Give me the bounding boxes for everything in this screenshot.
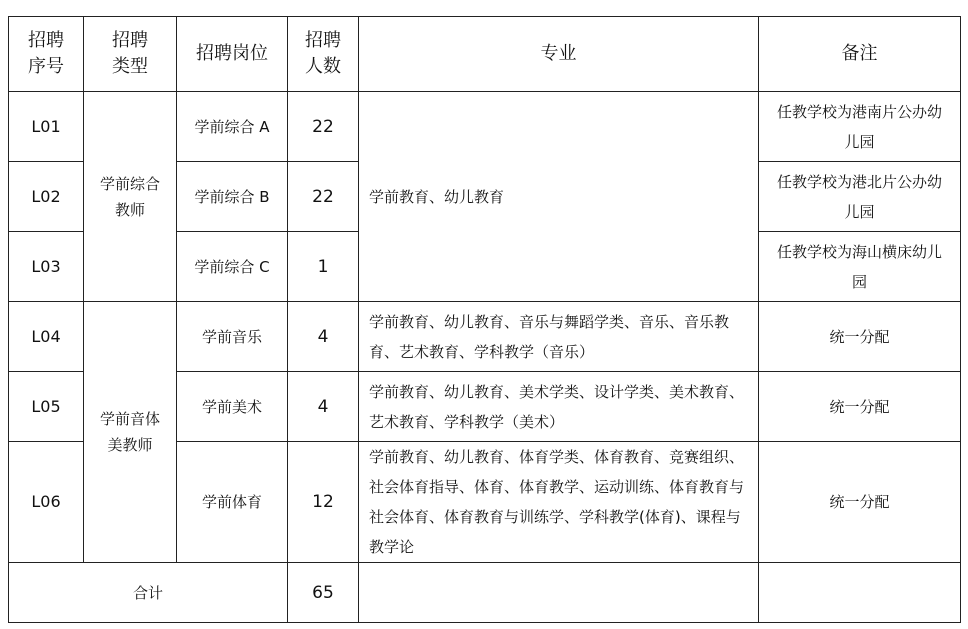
header-note: 备注 xyxy=(759,17,961,92)
row-note: 统一分配 xyxy=(759,372,961,442)
recruitment-table xyxy=(8,16,961,623)
row-count: 22 xyxy=(288,162,359,232)
row-count: 4 xyxy=(288,302,359,372)
header-count: 招聘 人数 xyxy=(288,17,359,92)
row-major: 学前教育、幼儿教育 xyxy=(359,92,759,302)
recruitment-table-container xyxy=(8,16,961,623)
row-major: 学前教育、幼儿教育、音乐与舞蹈学类、音乐、音乐教育、艺术教育、学科教学（音乐） xyxy=(359,302,759,372)
row-position: 学前音乐 xyxy=(177,302,288,372)
total-major-empty xyxy=(359,563,759,623)
row-position: 学前综合 B xyxy=(177,162,288,232)
row-note: 统一分配 xyxy=(759,302,961,372)
row-position: 学前综合 C xyxy=(177,232,288,302)
header-major: 专业 xyxy=(359,17,759,92)
row-position: 学前体育 xyxy=(177,442,288,563)
row-count: 12 xyxy=(288,442,359,563)
row-code: L04 xyxy=(9,302,84,372)
row-code: L06 xyxy=(9,442,84,563)
row-code: L02 xyxy=(9,162,84,232)
group-type-cell: 学前综合 教师 xyxy=(84,92,177,302)
header-position: 招聘岗位 xyxy=(177,17,288,92)
total-row xyxy=(9,563,961,623)
row-code: L01 xyxy=(9,92,84,162)
row-note: 任教学校为港北片公办幼儿园 xyxy=(759,162,961,232)
total-label: 合计 xyxy=(9,563,288,623)
row-major: 学前教育、幼儿教育、美术学类、设计学类、美术教育、艺术教育、学科教学（美术） xyxy=(359,372,759,442)
table-row xyxy=(9,302,961,372)
row-note: 统一分配 xyxy=(759,442,961,563)
row-code: L03 xyxy=(9,232,84,302)
total-count: 65 xyxy=(288,563,359,623)
table-row xyxy=(9,92,961,162)
row-count: 1 xyxy=(288,232,359,302)
header-type: 招聘 类型 xyxy=(84,17,177,92)
header-row xyxy=(9,17,961,92)
row-note: 任教学校为海山横床幼儿园 xyxy=(759,232,961,302)
row-count: 22 xyxy=(288,92,359,162)
row-position: 学前美术 xyxy=(177,372,288,442)
row-position: 学前综合 A xyxy=(177,92,288,162)
row-major: 学前教育、幼儿教育、体育学类、体育教育、竞赛组织、社会体育指导、体育、体育教学、运动训练、体育教育与社会体育、体育教育与训练学、学科教学(体育)、课程与教学论 xyxy=(359,442,759,563)
total-note-empty xyxy=(759,563,961,623)
header-seq: 招聘 序号 xyxy=(9,17,84,92)
row-note: 任教学校为港南片公办幼儿园 xyxy=(759,92,961,162)
row-code: L05 xyxy=(9,372,84,442)
row-count: 4 xyxy=(288,372,359,442)
group-type-cell: 学前音体 美教师 xyxy=(84,302,177,563)
